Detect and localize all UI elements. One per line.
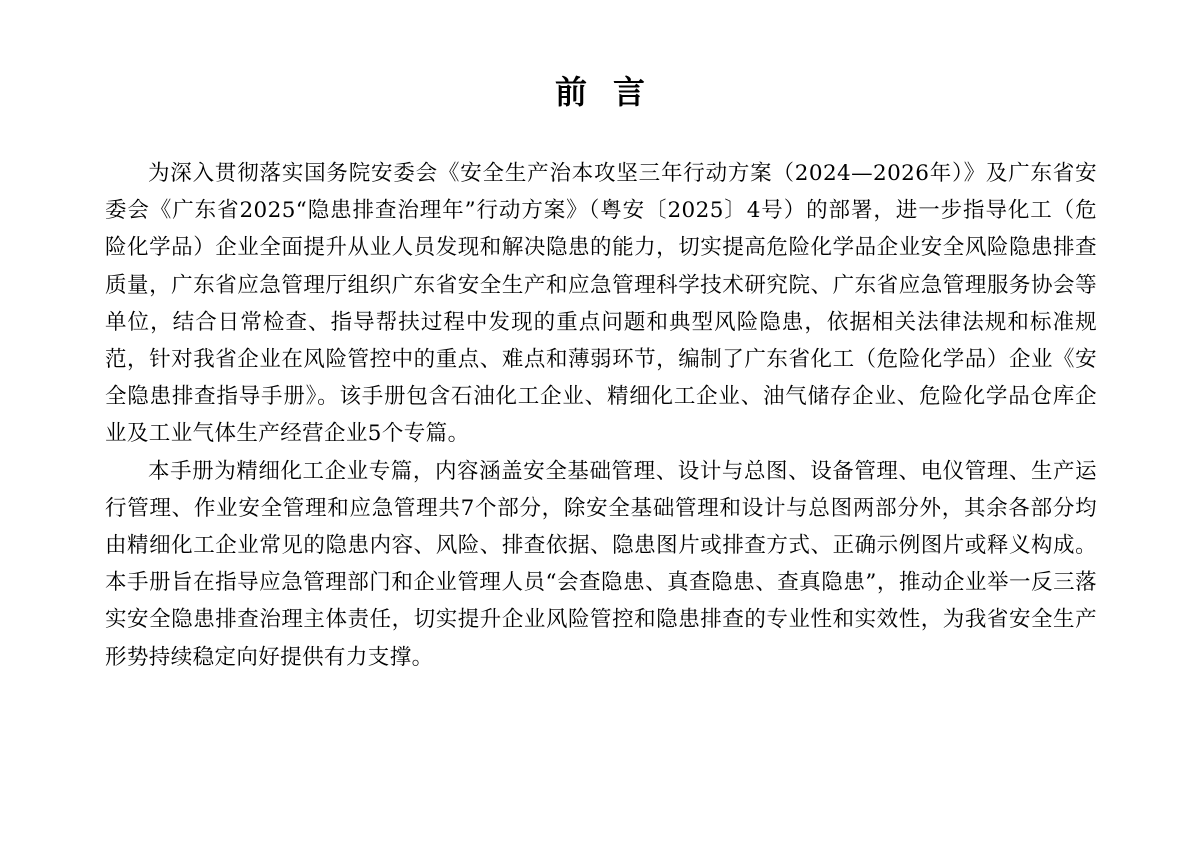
page-title: 前言 — [554, 73, 671, 111]
paragraph-1: 为深入贯彻落实国务院安委会《安全生产治本攻坚三年行动方案（2024—2026年）》及广东省安委会《广东省2025“隐患排查治理年”行动方案》（粤安〔2025〕4号）的部署，进一步指导化工（危险化学品）企业全面提升从业人员发现和解决隐患的能力，切实提高危险化学品企业安全风险隐患排查质量，广东省应急管理厅组织广东省安全生产和应急管理科学技术研究院、广东省应急管理服务协会等单位，结合日常检查、指导帮扶过程中发现的重点问题和典型风险隐患，依据相关法律法规和标准规范，针对我省企业在风险管控中的重点、难点和薄弱环节，编制了广东省化工（危险化学品）企业《安全隐患排查指导手册》。该手册包含石油化工企业、精细化工企业、油气储存企业、危险化学品仓库企业及工业气体生产经营企业5个专篇。 — [105, 161, 1097, 447]
document-body — [105, 155, 1097, 676]
paragraph-2: 本手册为精细化工企业专篇，内容涵盖安全基础管理、设计与总图、设备管理、电仪管理、生产运行管理、作业安全管理和应急管理共7个部分，除安全基础管理和设计与总图两部分外，其余各部分均由精细化工企业常见的隐患内容、风险、排查依据、隐患图片或排查方式、正确示例图片或释义构成。本手册旨在指导应急管理部门和企业管理人员“会查隐患、真查隐患、查真隐患”，推动企业举一反三落实安全隐患排查治理主体责任，切实提升企业风险管控和隐患排查的专业性和实效性，为我省安全生产形势持续稳定向好提供有力支撑。 — [105, 458, 1097, 670]
